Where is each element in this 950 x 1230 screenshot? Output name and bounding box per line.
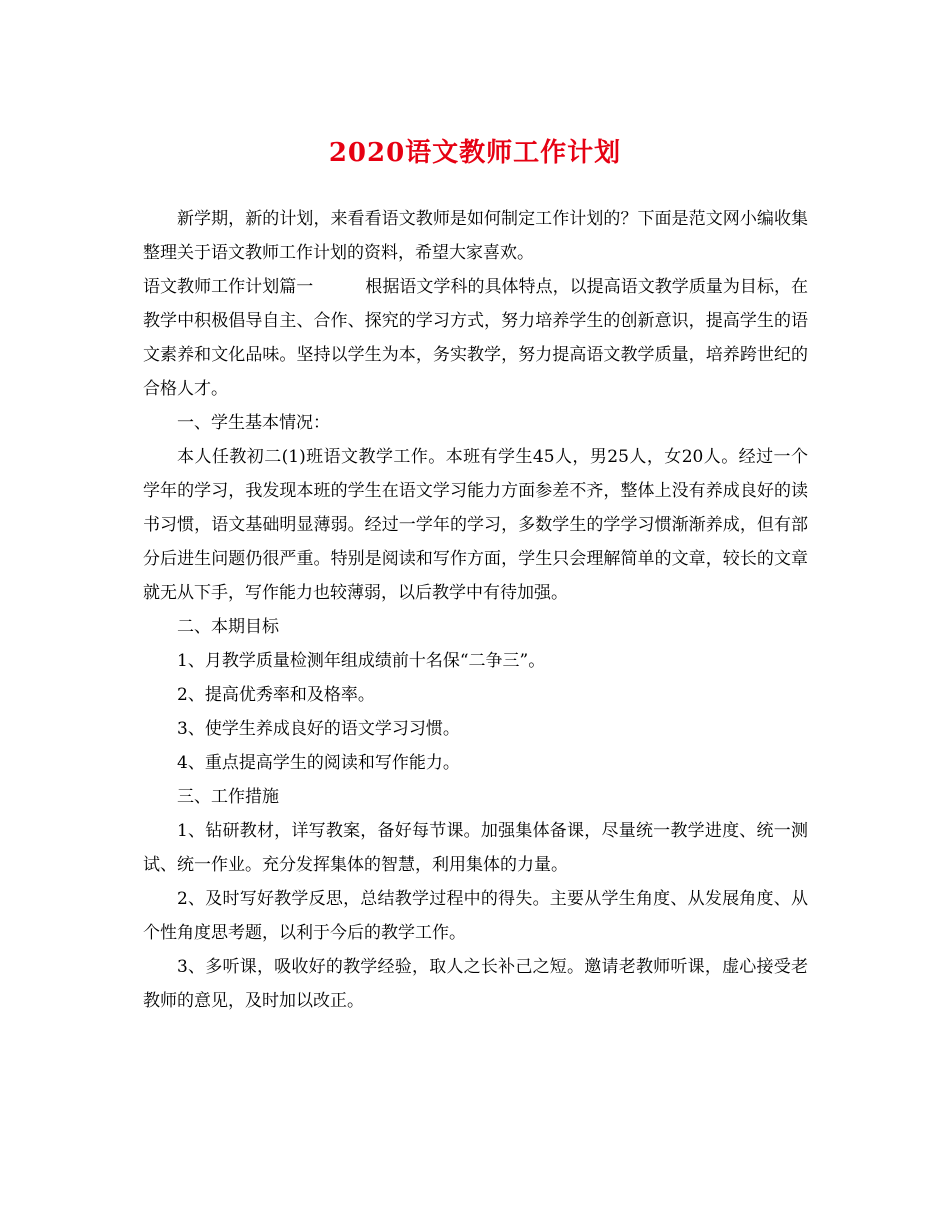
- heading-goals: 二、本期目标: [177, 617, 279, 637]
- section-one-label: 语文教师工作计划篇一: [143, 277, 314, 297]
- section-one-text: 根据语文学科的具体特点，以提高语文教学质量为目标，在教学中积极倡导自主、合作、探究的学习方式，努力培养学生的创新意识，提高学生的语文素养和文化品味。坚持以学生为本，务实教学，努力提高语文教学质量，培养跨世纪的合格人才。: [143, 277, 809, 399]
- measure-item: 2、及时写好教学反思，总结教学过程中的得失。主要从学生角度、从发展角度、从个性角度思考题，以利于今后的教学工作。: [143, 889, 808, 943]
- measure-item: 3、多听课，吸收好的教学经验，取人之长补己之短。邀请老教师听课，虚心接受老教师的意见，及时加以改正。: [143, 957, 808, 1011]
- heading-student-situation: 一、学生基本情况：: [177, 413, 330, 433]
- goal-item: 4、重点提高学生的阅读和写作能力。: [177, 753, 460, 773]
- goal-item: 1、月教学质量检测年组成绩前十名保“二争三”。: [177, 651, 546, 671]
- document-title: 2020语文教师工作计划: [328, 138, 622, 168]
- goal-item: 2、提高优秀率和及格率。: [177, 685, 375, 705]
- document-body: [143, 202, 808, 1018]
- student-situation-paragraph: 本人任教初二(1)班语文教学工作。本班有学生45人，男25人，女20人。经过一个学年的学习，我发现本班的学生在语文学习能力方面参差不齐，整体上没有养成良好的读书习惯，语文基础明显薄弱。经过一学年的学习，多数学生的学学习惯渐渐养成，但有部分后进生问题仍很严重。特别是阅读和写作方面，学生只会理解简单的文章，较长的文章就无从下手，写作能力也较薄弱，以后教学中有待加强。: [143, 447, 808, 603]
- section-one-paragraph: [143, 270, 808, 406]
- heading-measures: 三、工作措施: [177, 787, 279, 807]
- goal-item: 3、使学生养成良好的语文学习习惯。: [177, 719, 460, 739]
- measure-item: 1、钻研教材，详写教案，备好每节课。加强集体备课，尽量统一教学进度、统一测试、统一作业。充分发挥集体的智慧，利用集体的力量。: [143, 821, 808, 875]
- intro-paragraph: 新学期，新的计划，来看看语文教师是如何制定工作计划的？下面是范文网小编收集整理关于语文教师工作计划的资料，希望大家喜欢。: [143, 209, 808, 263]
